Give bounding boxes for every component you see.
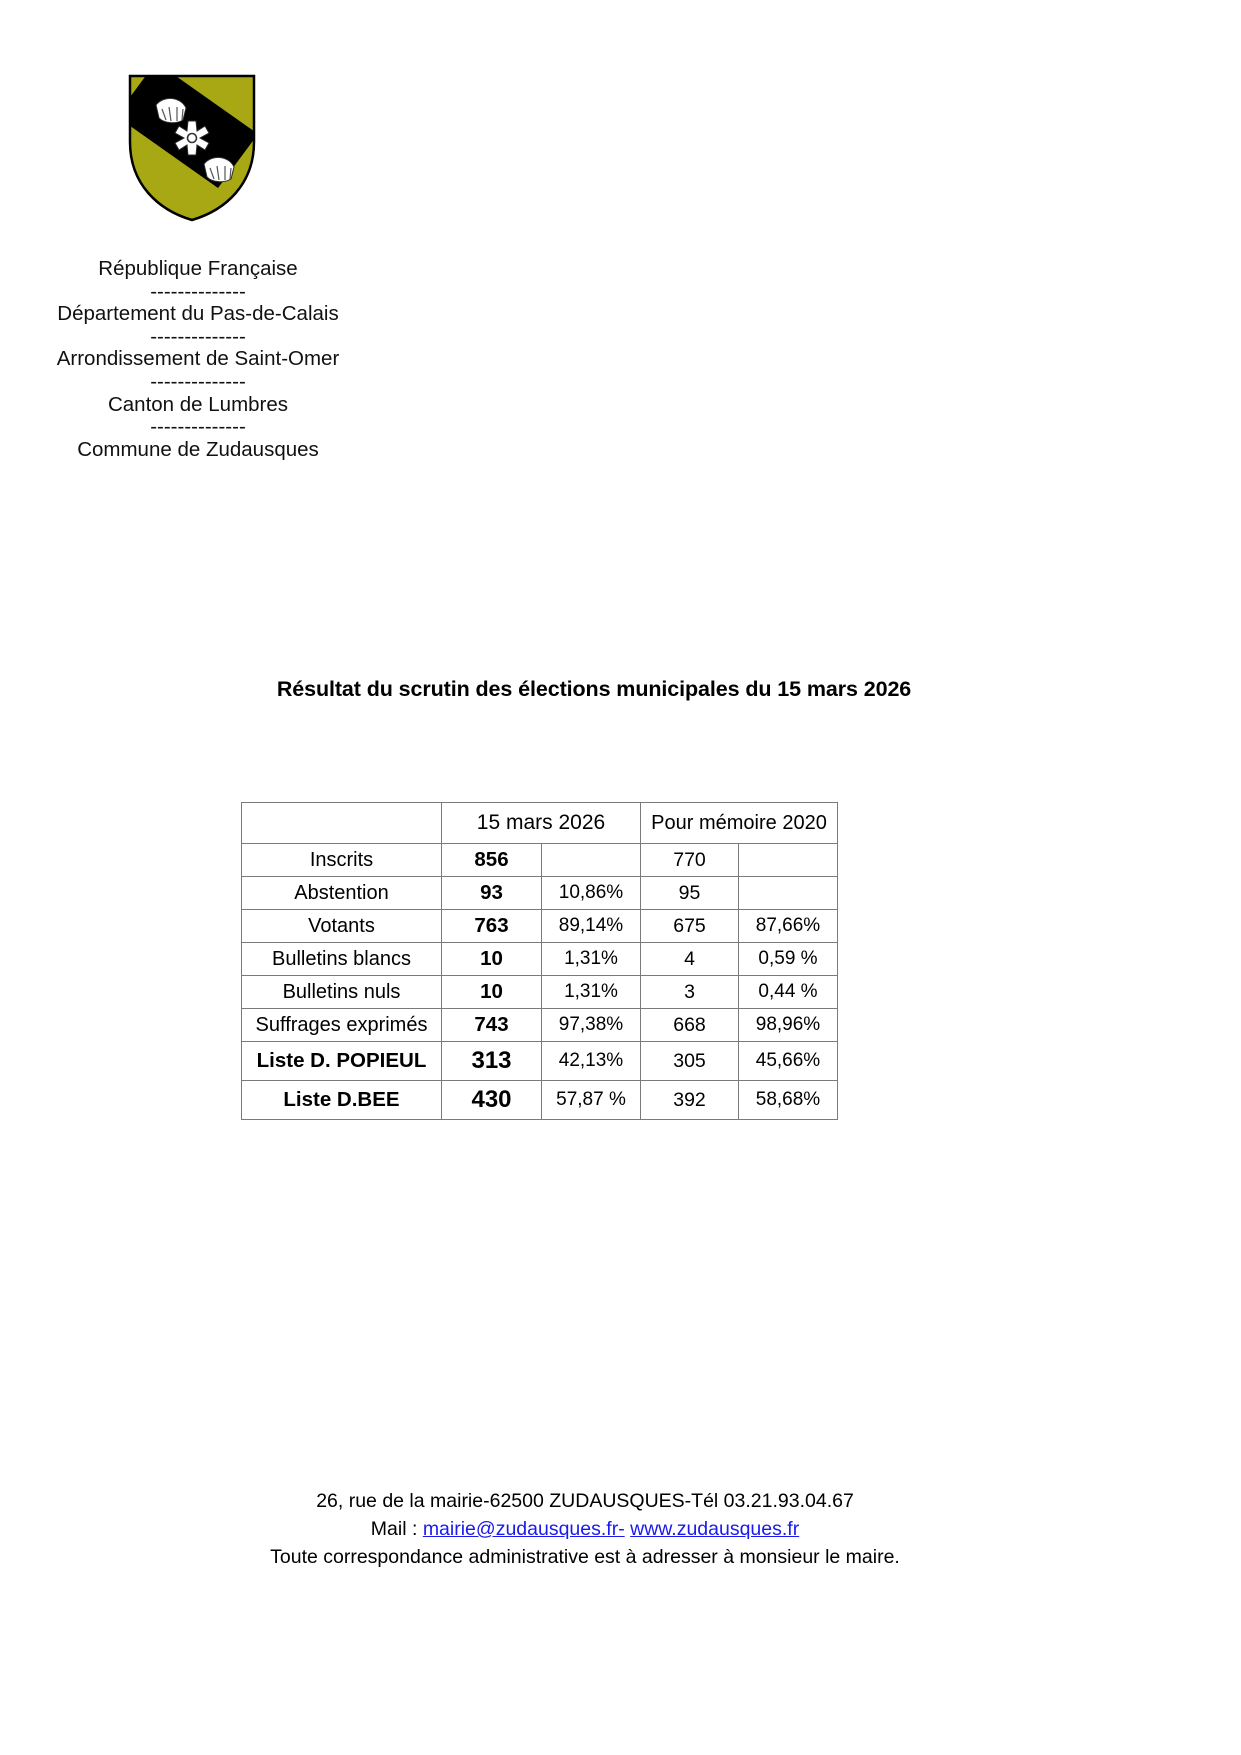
row-count-2020: 770 <box>641 844 739 877</box>
row-count-2026: 313 <box>442 1042 542 1081</box>
letterhead-divider-2: -------------- <box>150 324 246 348</box>
footer-mail-prefix: Mail : <box>370 1518 423 1540</box>
row-label: Abstention <box>242 877 442 910</box>
row-count-2026: 10 <box>442 943 542 976</box>
letterhead-divider-4: -------------- <box>150 415 246 439</box>
coat-of-arms-icon <box>126 72 258 224</box>
table-row <box>242 1009 838 1042</box>
row-count-2020: 4 <box>641 943 739 976</box>
table-header-row <box>242 803 838 844</box>
row-count-2026: 10 <box>442 976 542 1009</box>
table-row <box>242 1042 838 1081</box>
letterhead-line-republic: République Française <box>98 257 298 280</box>
row-count-2026: 430 <box>442 1081 542 1120</box>
letterhead <box>0 258 396 461</box>
header-cell-empty <box>242 803 442 844</box>
row-count-2026: 93 <box>442 877 542 910</box>
row-count-2020: 3 <box>641 976 739 1009</box>
table-row <box>242 877 838 910</box>
row-pct-2026: 42,13% <box>542 1042 641 1081</box>
row-label: Suffrages exprimés <box>242 1009 442 1042</box>
row-pct-2026: 57,87 % <box>542 1081 641 1120</box>
row-label: Bulletins blancs <box>242 943 442 976</box>
footer-notice: Toute correspondance administrative est à adresser à monsieur le maire. <box>270 1546 900 1568</box>
row-count-2020: 305 <box>641 1042 739 1081</box>
letterhead-divider-1: -------------- <box>150 279 246 303</box>
header-cell-2020: Pour mémoire 2020 <box>641 803 838 844</box>
row-count-2020: 668 <box>641 1009 739 1042</box>
letterhead-line-commune: Commune de Zudausques <box>77 437 319 461</box>
letterhead-line-arrondissement: Arrondissement de Saint-Omer <box>56 347 340 371</box>
row-pct-2020: 58,68% <box>739 1081 838 1120</box>
table-row <box>242 976 838 1009</box>
page-title: Résultat du scrutin des élections municipales du 15 mars 2026 <box>276 677 912 701</box>
row-label: Votants <box>242 910 442 943</box>
table-row <box>242 844 838 877</box>
row-count-2020: 675 <box>641 910 739 943</box>
email-link[interactable]: mairie@zudausques.fr- <box>422 1518 625 1540</box>
row-pct-2026: 1,31% <box>542 976 641 1009</box>
row-pct-2026: 10,86% <box>542 877 641 910</box>
election-results-table <box>241 802 838 1120</box>
row-count-2026: 763 <box>442 910 542 943</box>
row-label: Liste D. POPIEUL <box>242 1042 442 1081</box>
letterhead-divider-3: -------------- <box>150 369 246 393</box>
row-pct-2020: 98,96% <box>739 1009 838 1042</box>
row-pct-2020: 0,44 % <box>739 976 838 1009</box>
row-pct-2020 <box>739 877 838 910</box>
table-row <box>242 910 838 943</box>
row-label: Inscrits <box>242 844 442 877</box>
row-label: Bulletins nuls <box>242 976 442 1009</box>
footer-address: 26, rue de la mairie-62500 ZUDAUSQUES-Tél 03.21.93.04.67 <box>316 1490 854 1512</box>
letterhead-line-department: Département du Pas-de-Calais <box>57 302 339 326</box>
row-pct-2020: 45,66% <box>739 1042 838 1081</box>
table-row <box>242 943 838 976</box>
row-count-2026: 856 <box>442 844 542 877</box>
row-pct-2020: 0,59 % <box>739 943 838 976</box>
row-count-2026: 743 <box>442 1009 542 1042</box>
row-pct-2026: 97,38% <box>542 1009 641 1042</box>
website-link[interactable]: www.zudausques.fr <box>630 1518 800 1540</box>
table-row <box>242 1081 838 1120</box>
row-count-2020: 392 <box>641 1081 739 1120</box>
row-label: Liste D.BEE <box>242 1081 442 1120</box>
row-count-2020: 95 <box>641 877 739 910</box>
page-footer <box>0 1487 1170 1571</box>
row-pct-2020: 87,66% <box>739 910 838 943</box>
footer-contact-line <box>0 1515 1170 1543</box>
row-pct-2020 <box>739 844 838 877</box>
row-pct-2026 <box>542 844 641 877</box>
row-pct-2026: 1,31% <box>542 943 641 976</box>
header-cell-2026: 15 mars 2026 <box>442 803 641 844</box>
letterhead-line-canton: Canton de Lumbres <box>107 392 289 416</box>
row-pct-2026: 89,14% <box>542 910 641 943</box>
